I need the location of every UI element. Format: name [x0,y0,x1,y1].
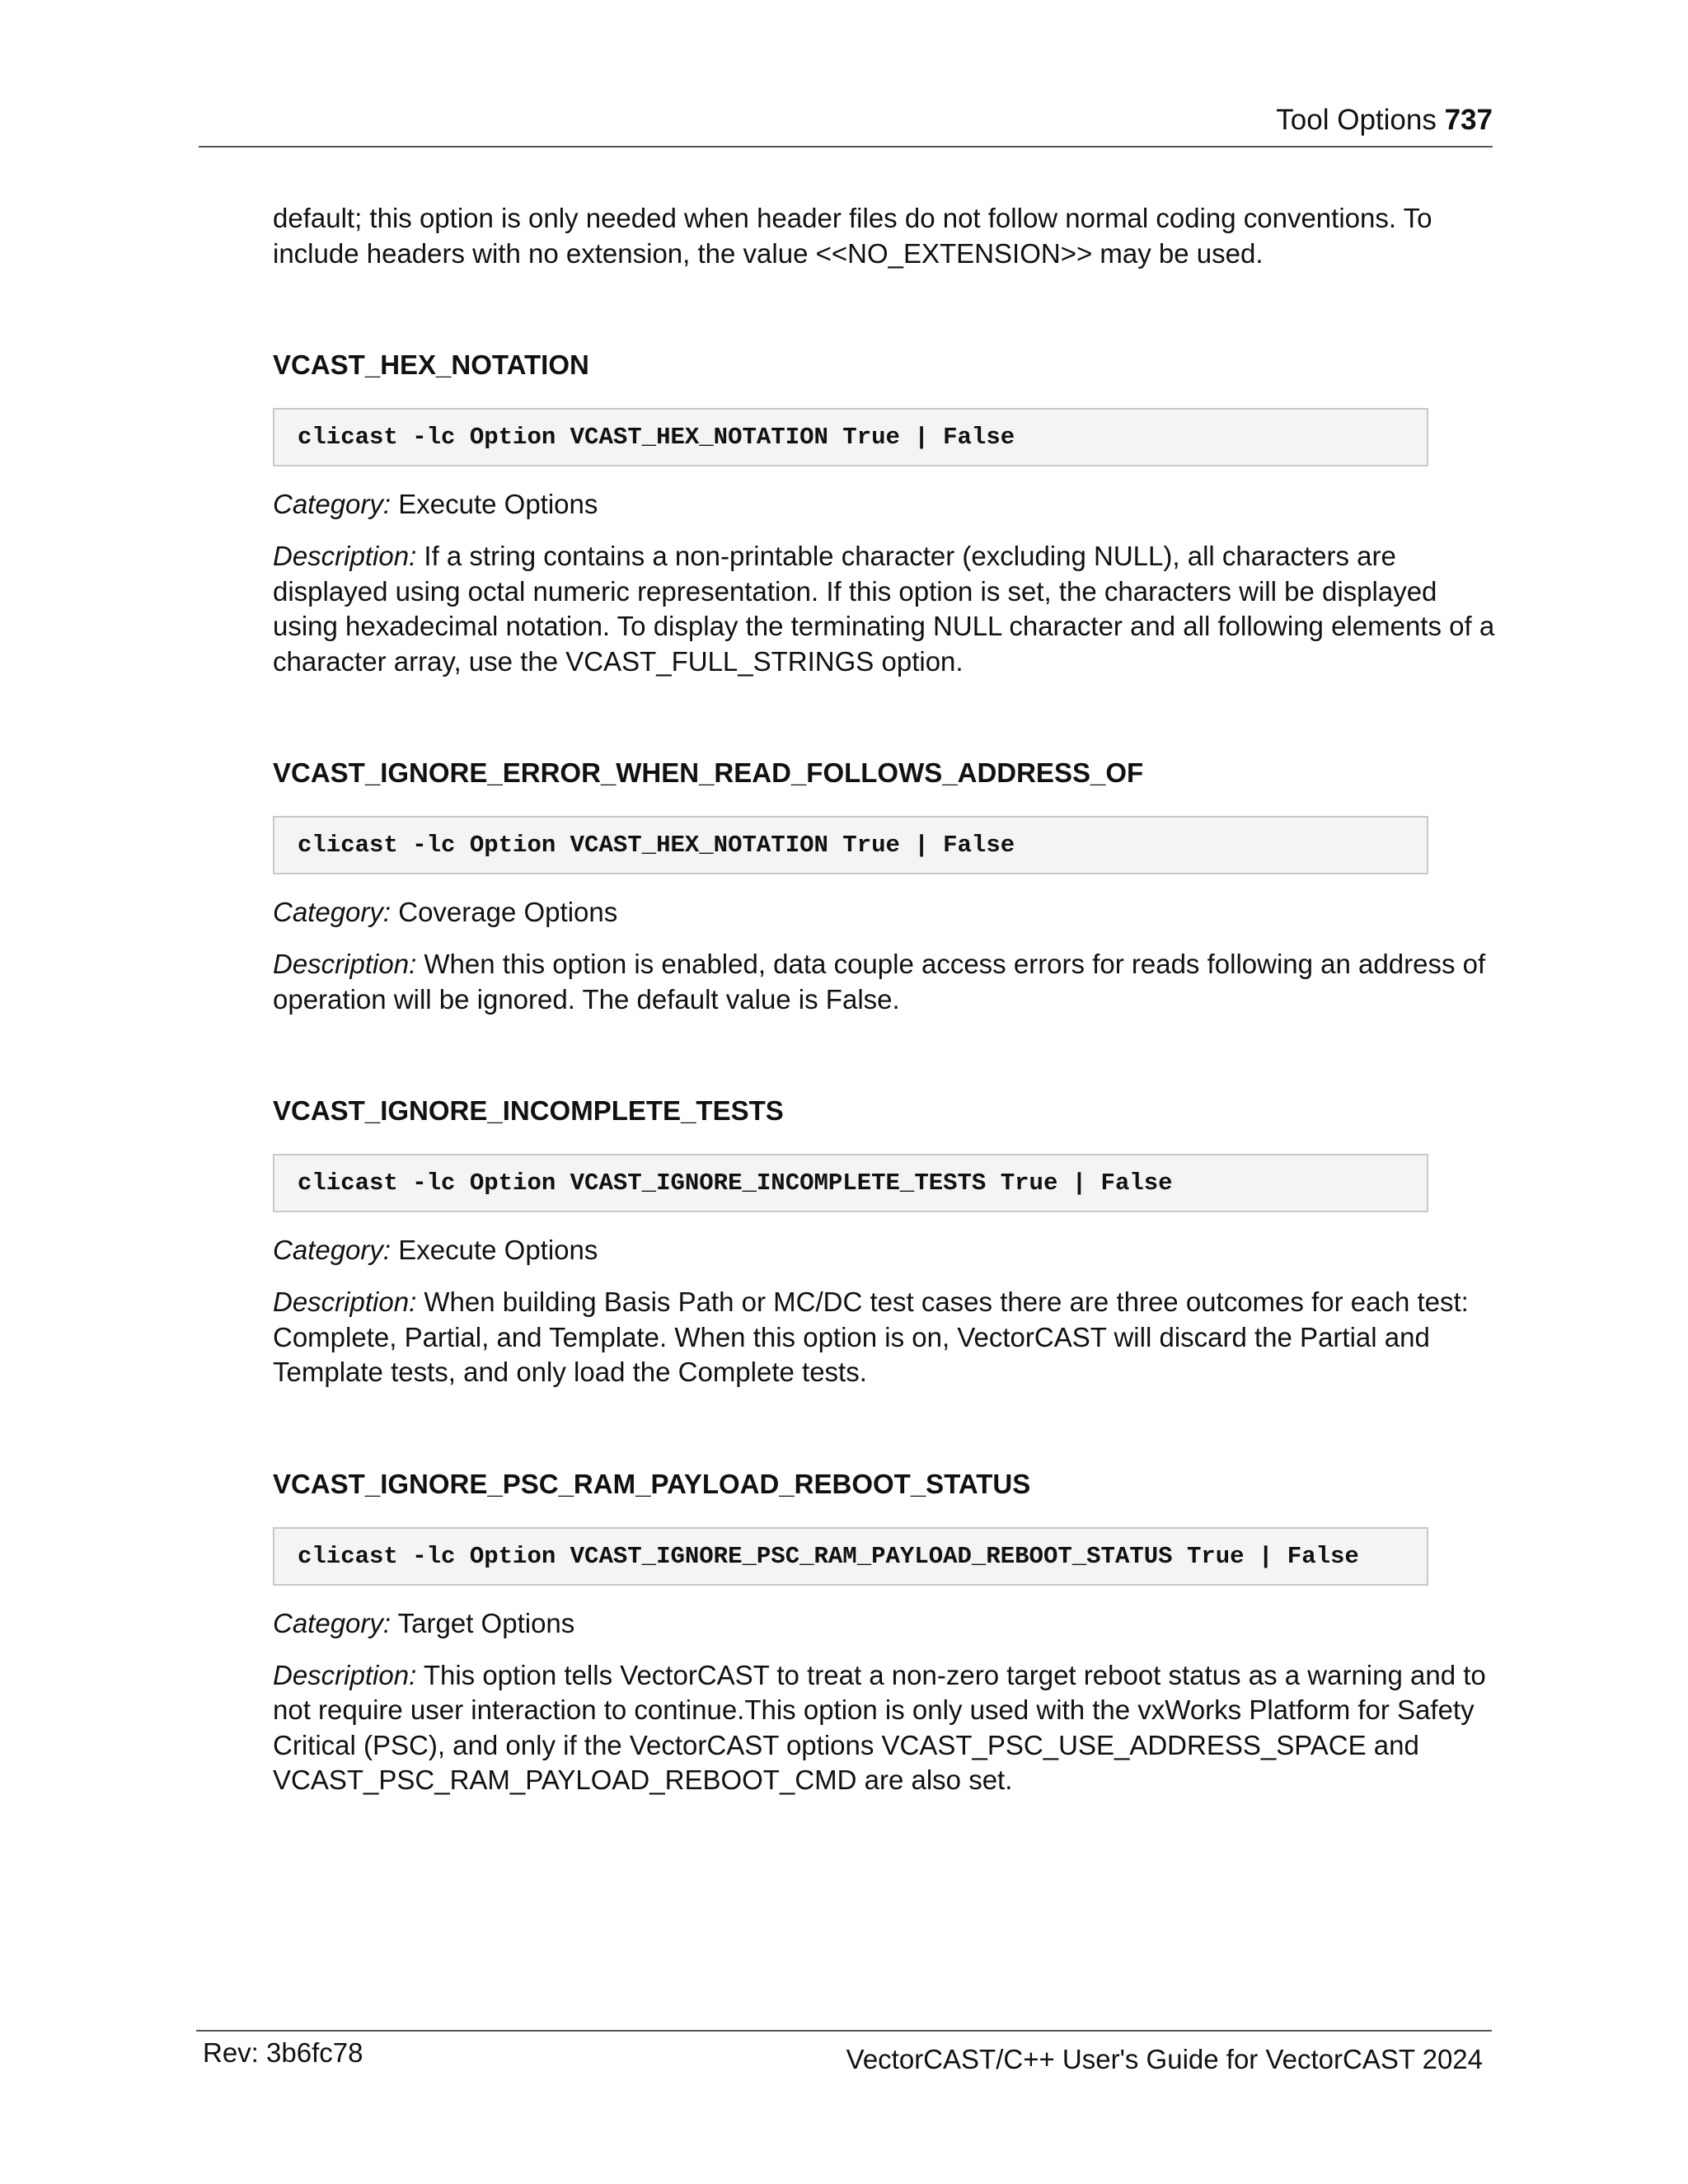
intro-paragraph: default; this option is only needed when header files do not follow normal coding conventions. To include headers with no extension, the value <<NO_EXTENSION>> may be used. [273,203,1432,269]
category-label: Category: [273,897,392,927]
option-heading: VCAST_HEX_NOTATION [273,349,589,380]
option-description [273,947,1501,1017]
option-heading: VCAST_IGNORE_ERROR_WHEN_READ_FOLLOWS_ADDRESS_OF [273,757,1144,788]
option-section-ignore-error-when-read-follows-address-of [273,755,1501,1017]
description-text: When this option is enabled, data couple access errors for reads following an address of operation will be ignored. The default value is False. [273,949,1486,1015]
page-number: 737 [1444,104,1493,136]
description-label: Description: [273,1659,417,1690]
option-description [273,1285,1501,1390]
footer-divider [196,2030,1492,2032]
category-value: Coverage Options [398,897,618,927]
category-label: Category: [273,489,392,519]
option-category [273,1605,1501,1642]
command-code-block: clicast -lc Option VCAST_IGNORE_INCOMPLETE_TESTS True | False [273,1154,1428,1212]
option-description [273,1658,1501,1798]
command-code-block: clicast -lc Option VCAST_HEX_NOTATION True | False [273,816,1428,874]
option-heading: VCAST_IGNORE_PSC_RAM_PAYLOAD_REBOOT_STATUS [273,1468,1031,1499]
description-label: Description: [273,949,417,979]
option-category [273,1232,1501,1268]
option-section-hex-notation [273,347,1501,679]
option-category [273,894,1501,930]
description-text: This option tells VectorCAST to treat a non-zero target reboot status as a warning and to not require user interaction to continue.This option is only used with the vxWorks Platform for Safety Critical (PSC), and only if the VectorCAST options VCAST_PSC_USE_ADDRESS_SPACE and VCAST_PSC_RAM_PAYLOAD_REBOOT_CMD are also set. [273,1659,1486,1795]
description-label: Description: [273,541,417,571]
category-label: Category: [273,1607,392,1638]
category-value: Execute Options [398,1235,598,1265]
option-heading: VCAST_IGNORE_INCOMPLETE_TESTS [273,1095,784,1126]
page-header [199,104,1493,137]
category-value: Target Options [397,1607,575,1638]
command-code-block: clicast -lc Option VCAST_HEX_NOTATION True | False [273,408,1428,466]
page-content [273,201,1501,1798]
description-text: When building Basis Path or MC/DC test cases there are three outcomes for each test: Complete, Partial, and Template. When this option is on, VectorCAST will discard the Partial and Template tests, and only load the Complete tests. [273,1286,1469,1387]
command-code-block: clicast -lc Option VCAST_IGNORE_PSC_RAM_PAYLOAD_REBOOT_STATUS True | False [273,1527,1428,1586]
footer-guide-title: VectorCAST/C++ User's Guide for VectorCAST 2024 [846,2044,1483,2074]
category-value: Execute Options [398,489,598,519]
description-label: Description: [273,1286,417,1317]
option-category [273,486,1501,523]
option-description [273,539,1501,679]
header-divider [199,146,1493,148]
option-section-ignore-incomplete-tests [273,1093,1501,1390]
header-section-title: Tool Options [1276,104,1437,136]
category-label: Category: [273,1235,392,1265]
footer-revision: Rev: 3b6fc78 [203,2037,363,2068]
option-section-ignore-psc-ram-payload-reboot-status [273,1466,1501,1798]
description-text: If a string contains a non-printable character (excluding NULL), all characters are displayed using octal numeric representation. If this option is set, the characters will be displayed using hexadecimal notation. To display the terminating NULL character and all following elements of a character array, use the VCAST_FULL_STRINGS option. [273,541,1495,677]
